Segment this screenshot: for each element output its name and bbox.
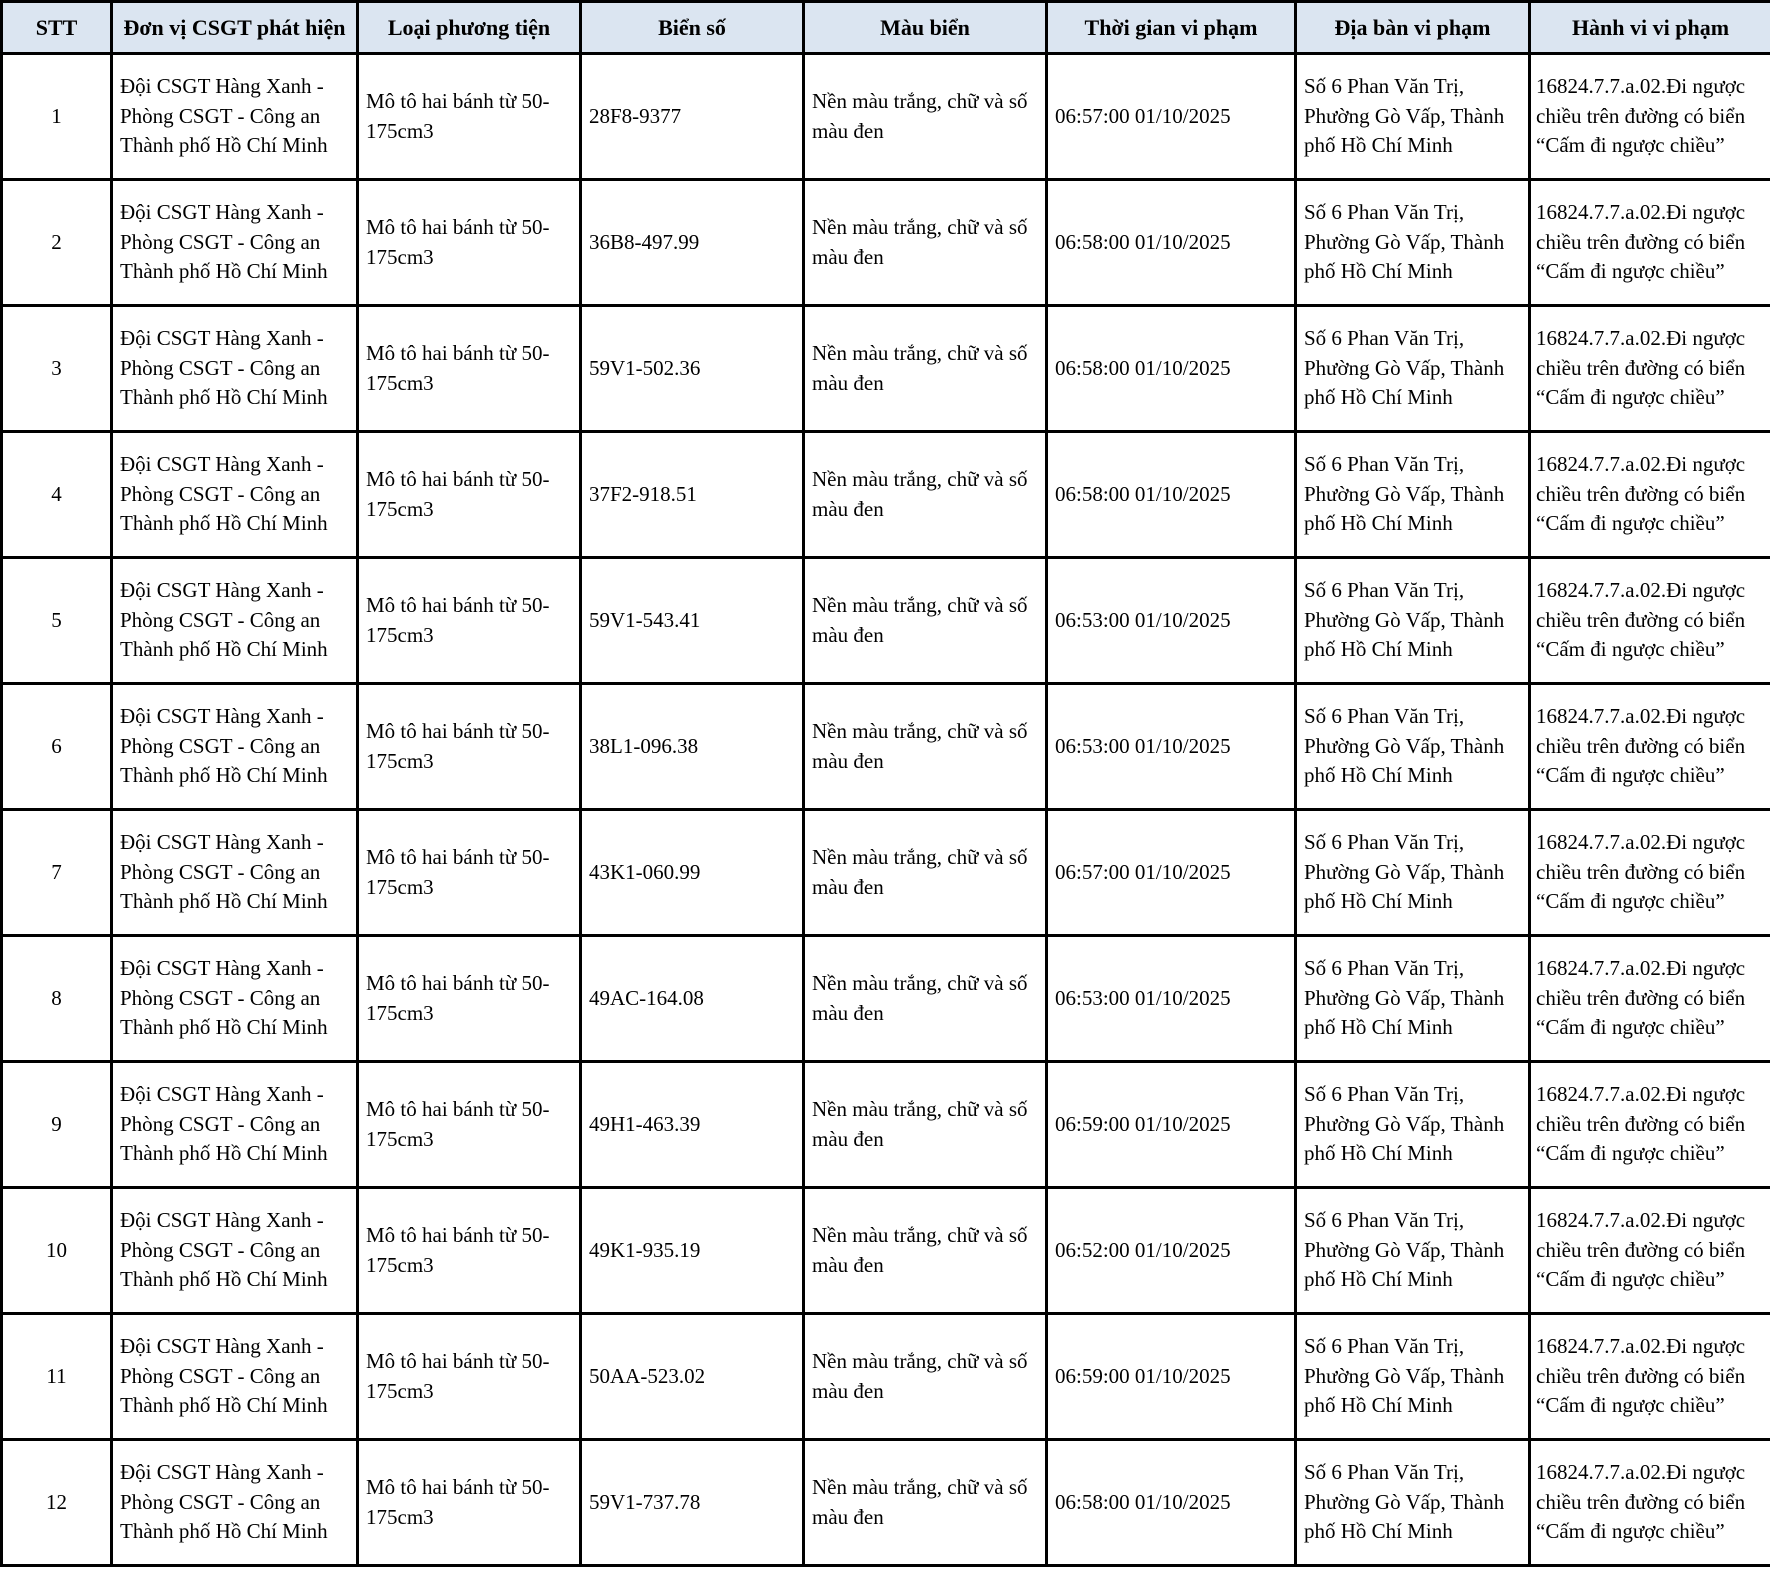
cell-time: 06:52:00 01/10/2025 (1047, 1188, 1296, 1314)
cell-stt: 2 (2, 180, 112, 306)
cell-plate-color: Nền màu trắng, chữ và số màu đen (804, 306, 1047, 432)
cell-location: Số 6 Phan Văn Trị, Phường Gò Vấp, Thành phố Hồ Chí Minh (1296, 1188, 1530, 1314)
cell-time: 06:58:00 01/10/2025 (1047, 432, 1296, 558)
cell-stt: 3 (2, 306, 112, 432)
cell-location: Số 6 Phan Văn Trị, Phường Gò Vấp, Thành phố Hồ Chí Minh (1296, 558, 1530, 684)
cell-violation: 16824.7.7.a.02.Đi ngược chiều trên đường có biển “Cấm đi ngược chiều” (1530, 432, 1770, 558)
cell-time: 06:58:00 01/10/2025 (1047, 306, 1296, 432)
cell-violation: 16824.7.7.a.02.Đi ngược chiều trên đường có biển “Cấm đi ngược chiều” (1530, 1062, 1770, 1188)
cell-stt: 7 (2, 810, 112, 936)
cell-stt: 8 (2, 936, 112, 1062)
cell-location: Số 6 Phan Văn Trị, Phường Gò Vấp, Thành phố Hồ Chí Minh (1296, 306, 1530, 432)
cell-vehicle: Mô tô hai bánh từ 50-175cm3 (358, 1188, 581, 1314)
cell-plate: 50AA-523.02 (581, 1314, 804, 1440)
cell-plate: 49AC-164.08 (581, 936, 804, 1062)
table-row (2, 1062, 1770, 1188)
cell-plate-color: Nền màu trắng, chữ và số màu đen (804, 180, 1047, 306)
cell-vehicle: Mô tô hai bánh từ 50-175cm3 (358, 936, 581, 1062)
cell-location: Số 6 Phan Văn Trị, Phường Gò Vấp, Thành phố Hồ Chí Minh (1296, 432, 1530, 558)
table-row (2, 936, 1770, 1062)
cell-stt: 4 (2, 432, 112, 558)
cell-vehicle: Mô tô hai bánh từ 50-175cm3 (358, 1062, 581, 1188)
cell-unit: Đội CSGT Hàng Xanh - Phòng CSGT - Công an Thành phố Hồ Chí Minh (112, 54, 358, 180)
column-header-vehicle: Loại phương tiện (358, 2, 581, 54)
column-header-violation: Hành vi vi phạm (1530, 2, 1770, 54)
column-header-stt: STT (2, 2, 112, 54)
cell-location: Số 6 Phan Văn Trị, Phường Gò Vấp, Thành phố Hồ Chí Minh (1296, 936, 1530, 1062)
cell-plate: 28F8-9377 (581, 54, 804, 180)
cell-stt: 9 (2, 1062, 112, 1188)
cell-unit: Đội CSGT Hàng Xanh - Phòng CSGT - Công an Thành phố Hồ Chí Minh (112, 684, 358, 810)
cell-unit: Đội CSGT Hàng Xanh - Phòng CSGT - Công an Thành phố Hồ Chí Minh (112, 936, 358, 1062)
cell-plate: 43K1-060.99 (581, 810, 804, 936)
cell-unit: Đội CSGT Hàng Xanh - Phòng CSGT - Công an Thành phố Hồ Chí Minh (112, 810, 358, 936)
cell-plate-color: Nền màu trắng, chữ và số màu đen (804, 432, 1047, 558)
cell-plate: 59V1-502.36 (581, 306, 804, 432)
cell-unit: Đội CSGT Hàng Xanh - Phòng CSGT - Công an Thành phố Hồ Chí Minh (112, 558, 358, 684)
cell-violation: 16824.7.7.a.02.Đi ngược chiều trên đường có biển “Cấm đi ngược chiều” (1530, 558, 1770, 684)
cell-plate-color: Nền màu trắng, chữ và số màu đen (804, 54, 1047, 180)
cell-unit: Đội CSGT Hàng Xanh - Phòng CSGT - Công an Thành phố Hồ Chí Minh (112, 1062, 358, 1188)
cell-vehicle: Mô tô hai bánh từ 50-175cm3 (358, 180, 581, 306)
cell-plate-color: Nền màu trắng, chữ và số màu đen (804, 684, 1047, 810)
cell-location: Số 6 Phan Văn Trị, Phường Gò Vấp, Thành phố Hồ Chí Minh (1296, 810, 1530, 936)
table-row (2, 1314, 1770, 1440)
cell-plate: 59V1-543.41 (581, 558, 804, 684)
cell-plate-color: Nền màu trắng, chữ và số màu đen (804, 558, 1047, 684)
table-row (2, 810, 1770, 936)
cell-time: 06:53:00 01/10/2025 (1047, 936, 1296, 1062)
cell-plate-color: Nền màu trắng, chữ và số màu đen (804, 1314, 1047, 1440)
cell-plate: 59V1-737.78 (581, 1440, 804, 1566)
cell-violation: 16824.7.7.a.02.Đi ngược chiều trên đường có biển “Cấm đi ngược chiều” (1530, 936, 1770, 1062)
cell-unit: Đội CSGT Hàng Xanh - Phòng CSGT - Công an Thành phố Hồ Chí Minh (112, 1440, 358, 1566)
cell-location: Số 6 Phan Văn Trị, Phường Gò Vấp, Thành phố Hồ Chí Minh (1296, 1440, 1530, 1566)
cell-location: Số 6 Phan Văn Trị, Phường Gò Vấp, Thành phố Hồ Chí Minh (1296, 180, 1530, 306)
table-row (2, 432, 1770, 558)
cell-stt: 10 (2, 1188, 112, 1314)
cell-violation: 16824.7.7.a.02.Đi ngược chiều trên đường có biển “Cấm đi ngược chiều” (1530, 1314, 1770, 1440)
cell-vehicle: Mô tô hai bánh từ 50-175cm3 (358, 54, 581, 180)
cell-vehicle: Mô tô hai bánh từ 50-175cm3 (358, 684, 581, 810)
cell-violation: 16824.7.7.a.02.Đi ngược chiều trên đường có biển “Cấm đi ngược chiều” (1530, 180, 1770, 306)
cell-plate-color: Nền màu trắng, chữ và số màu đen (804, 1188, 1047, 1314)
cell-vehicle: Mô tô hai bánh từ 50-175cm3 (358, 1314, 581, 1440)
cell-unit: Đội CSGT Hàng Xanh - Phòng CSGT - Công an Thành phố Hồ Chí Minh (112, 180, 358, 306)
table-row (2, 684, 1770, 810)
cell-time: 06:57:00 01/10/2025 (1047, 54, 1296, 180)
cell-violation: 16824.7.7.a.02.Đi ngược chiều trên đường có biển “Cấm đi ngược chiều” (1530, 1188, 1770, 1314)
cell-time: 06:59:00 01/10/2025 (1047, 1314, 1296, 1440)
cell-plate-color: Nền màu trắng, chữ và số màu đen (804, 1062, 1047, 1188)
cell-time: 06:58:00 01/10/2025 (1047, 1440, 1296, 1566)
cell-unit: Đội CSGT Hàng Xanh - Phòng CSGT - Công an Thành phố Hồ Chí Minh (112, 432, 358, 558)
cell-time: 06:53:00 01/10/2025 (1047, 684, 1296, 810)
table-row (2, 558, 1770, 684)
cell-plate: 49H1-463.39 (581, 1062, 804, 1188)
cell-violation: 16824.7.7.a.02.Đi ngược chiều trên đường có biển “Cấm đi ngược chiều” (1530, 684, 1770, 810)
cell-time: 06:58:00 01/10/2025 (1047, 180, 1296, 306)
cell-time: 06:59:00 01/10/2025 (1047, 1062, 1296, 1188)
table-row (2, 1188, 1770, 1314)
cell-vehicle: Mô tô hai bánh từ 50-175cm3 (358, 432, 581, 558)
column-header-plate: Biển số (581, 2, 804, 54)
cell-plate: 37F2-918.51 (581, 432, 804, 558)
cell-time: 06:53:00 01/10/2025 (1047, 558, 1296, 684)
column-header-plate-color: Màu biển (804, 2, 1047, 54)
cell-plate: 36B8-497.99 (581, 180, 804, 306)
cell-stt: 6 (2, 684, 112, 810)
violations-table-body (2, 54, 1770, 1566)
cell-unit: Đội CSGT Hàng Xanh - Phòng CSGT - Công an Thành phố Hồ Chí Minh (112, 1314, 358, 1440)
cell-location: Số 6 Phan Văn Trị, Phường Gò Vấp, Thành phố Hồ Chí Minh (1296, 1062, 1530, 1188)
cell-location: Số 6 Phan Văn Trị, Phường Gò Vấp, Thành phố Hồ Chí Minh (1296, 54, 1530, 180)
column-header-time: Thời gian vi phạm (1047, 2, 1296, 54)
cell-stt: 5 (2, 558, 112, 684)
cell-plate: 38L1-096.38 (581, 684, 804, 810)
cell-location: Số 6 Phan Văn Trị, Phường Gò Vấp, Thành phố Hồ Chí Minh (1296, 684, 1530, 810)
cell-time: 06:57:00 01/10/2025 (1047, 810, 1296, 936)
cell-stt: 1 (2, 54, 112, 180)
cell-unit: Đội CSGT Hàng Xanh - Phòng CSGT - Công an Thành phố Hồ Chí Minh (112, 1188, 358, 1314)
cell-plate: 49K1-935.19 (581, 1188, 804, 1314)
cell-plate-color: Nền màu trắng, chữ và số màu đen (804, 1440, 1047, 1566)
cell-violation: 16824.7.7.a.02.Đi ngược chiều trên đường có biển “Cấm đi ngược chiều” (1530, 1440, 1770, 1566)
table-row (2, 306, 1770, 432)
table-row (2, 180, 1770, 306)
cell-location: Số 6 Phan Văn Trị, Phường Gò Vấp, Thành phố Hồ Chí Minh (1296, 1314, 1530, 1440)
cell-violation: 16824.7.7.a.02.Đi ngược chiều trên đường có biển “Cấm đi ngược chiều” (1530, 810, 1770, 936)
cell-stt: 12 (2, 1440, 112, 1566)
cell-vehicle: Mô tô hai bánh từ 50-175cm3 (358, 306, 581, 432)
table-row (2, 54, 1770, 180)
column-header-unit: Đơn vị CSGT phát hiện (112, 2, 358, 54)
cell-violation: 16824.7.7.a.02.Đi ngược chiều trên đường có biển “Cấm đi ngược chiều” (1530, 54, 1770, 180)
cell-violation: 16824.7.7.a.02.Đi ngược chiều trên đường có biển “Cấm đi ngược chiều” (1530, 306, 1770, 432)
cell-stt: 11 (2, 1314, 112, 1440)
table-row (2, 1440, 1770, 1566)
cell-plate-color: Nền màu trắng, chữ và số màu đen (804, 936, 1047, 1062)
header-row (2, 2, 1770, 54)
cell-vehicle: Mô tô hai bánh từ 50-175cm3 (358, 810, 581, 936)
cell-vehicle: Mô tô hai bánh từ 50-175cm3 (358, 1440, 581, 1566)
column-header-location: Địa bàn vi phạm (1296, 2, 1530, 54)
cell-plate-color: Nền màu trắng, chữ và số màu đen (804, 810, 1047, 936)
cell-unit: Đội CSGT Hàng Xanh - Phòng CSGT - Công an Thành phố Hồ Chí Minh (112, 306, 358, 432)
cell-vehicle: Mô tô hai bánh từ 50-175cm3 (358, 558, 581, 684)
